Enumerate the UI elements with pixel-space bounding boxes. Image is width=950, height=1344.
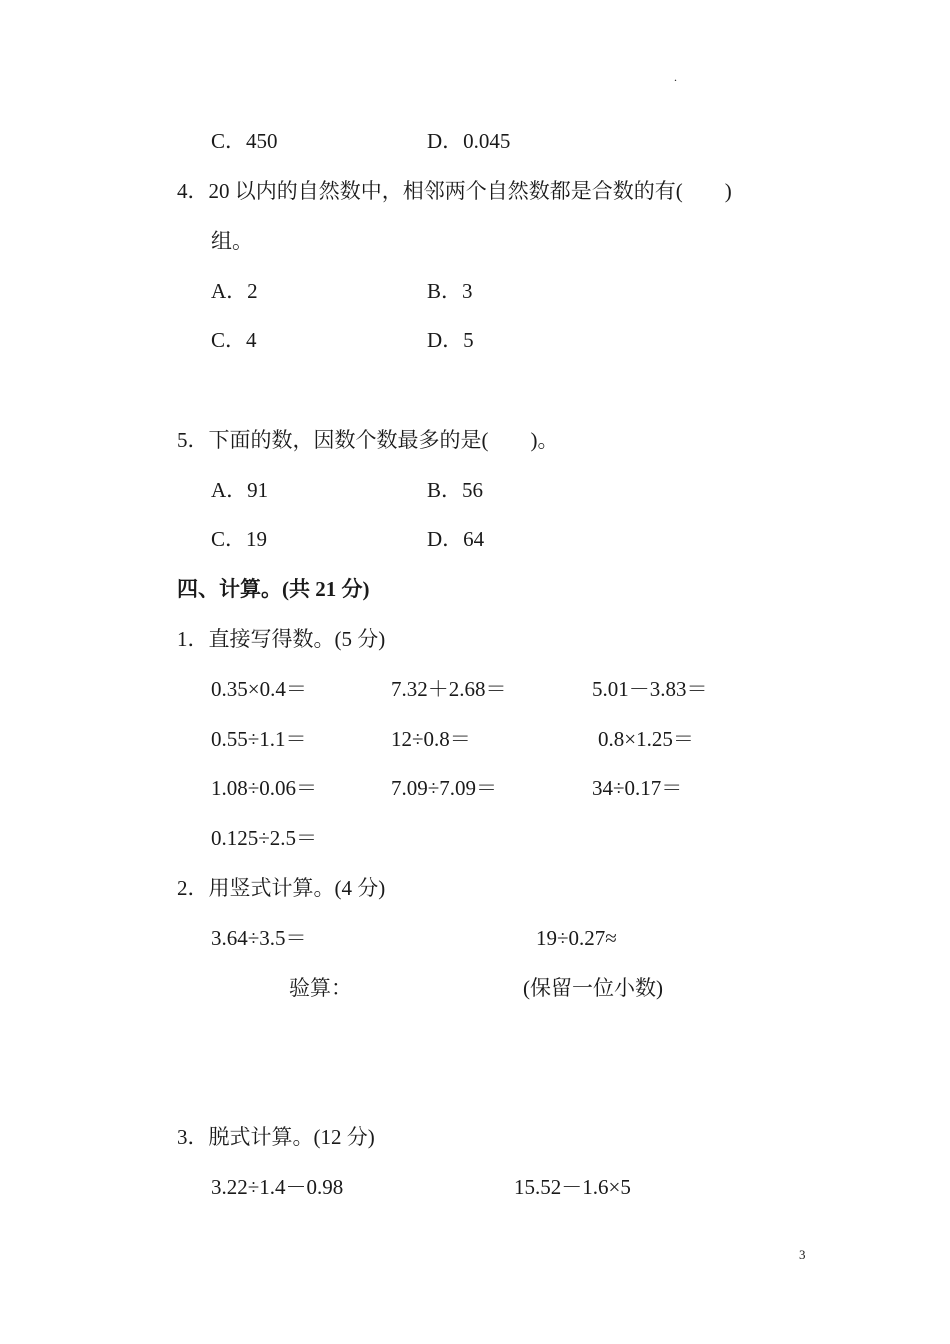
- p1-item: 0.8×1.25＝: [598, 727, 694, 751]
- q5-option-b: B．56: [427, 478, 484, 502]
- p2-title: 2．用竖式计算。(4 分): [177, 876, 386, 900]
- section4-title: 四、计算。(共 21 分): [177, 577, 370, 601]
- p1-item: 0.35×0.4＝: [211, 677, 307, 701]
- p1-item: 0.55÷1.1＝: [211, 727, 307, 751]
- q5-option-c: C．19: [211, 527, 268, 551]
- q4-stem-cont: 组。: [211, 229, 253, 253]
- q4-option-b: B．3: [427, 279, 473, 303]
- p2-note: (保留一位小数): [523, 976, 663, 1000]
- p3-right: 15.52－1.6×5: [514, 1175, 631, 1199]
- q4-option-d: D．5: [427, 328, 474, 352]
- q5-option-d: D．64: [427, 527, 485, 551]
- q3-option-d: D．0.045: [427, 129, 511, 153]
- p2-left: 3.64÷3.5＝: [211, 926, 307, 950]
- p1-item: 12÷0.8＝: [391, 727, 471, 751]
- page-number: 3: [799, 1247, 806, 1262]
- p3-title: 3．脱式计算。(12 分): [177, 1125, 375, 1149]
- q5-stem: 5．下面的数，因数个数最多的是( )。: [177, 428, 559, 452]
- p1-item: 7.32＋2.68＝: [391, 677, 507, 701]
- q3-option-c: C．450: [211, 129, 278, 153]
- q5-option-a: A．91: [211, 478, 269, 502]
- q4-stem: 4．20 以内的自然数中，相邻两个自然数都是合数的有( ): [177, 179, 732, 203]
- p1-item: 7.09÷7.09＝: [391, 776, 498, 800]
- p2-right: 19÷0.27≈: [536, 926, 617, 950]
- p2-check: 验算：: [289, 976, 352, 1000]
- p1-item: 34÷0.17＝: [592, 776, 683, 800]
- p1-item: 1.08÷0.06＝: [211, 776, 318, 800]
- p3-left: 3.22÷1.4－0.98: [211, 1175, 344, 1199]
- header-mark: .: [674, 70, 677, 84]
- p1-title: 1．直接写得数。(5 分): [177, 627, 386, 651]
- q4-option-a: A．2: [211, 279, 258, 303]
- p1-item: 5.01－3.83＝: [592, 677, 708, 701]
- q4-option-c: C．4: [211, 328, 257, 352]
- p1-item: 0.125÷2.5＝: [211, 826, 318, 850]
